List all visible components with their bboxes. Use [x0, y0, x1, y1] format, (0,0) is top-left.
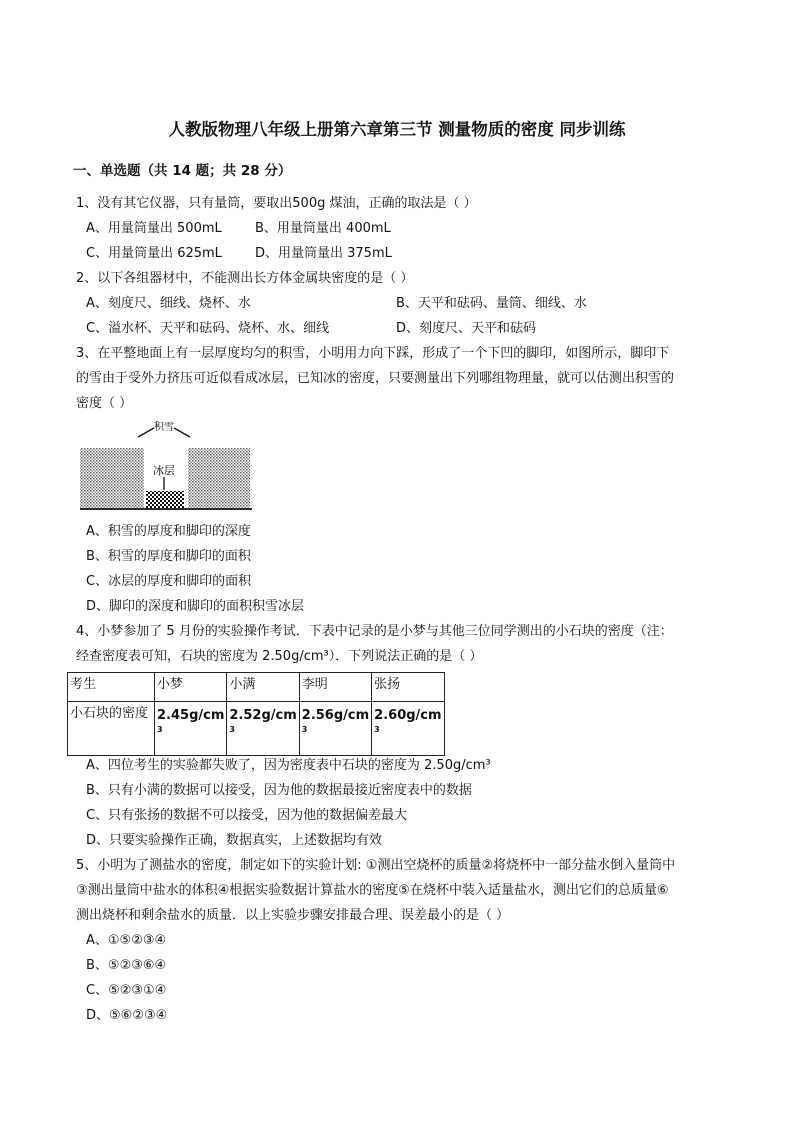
question-5-stem-line-2: ③测出量筒中盐水的体积④根据实验数据计算盐水的密度⑤在烧杯中装入适量盐水，测出它们的总质量⑥ [76, 883, 669, 898]
question-3-option-a: A、积雪的厚度和脚印的深度 [86, 524, 251, 539]
figure-label-snow: 积雪 [154, 422, 174, 433]
snow-block-right [188, 448, 250, 508]
snow-pointer-left [138, 428, 154, 437]
section-heading: 一、单选题（共 14 题；共 28 分） [73, 163, 292, 179]
question-5-option-c: C、⑤②③①④ [86, 983, 167, 998]
table-cell [299, 702, 371, 756]
table-row-label: 小石块的密度 [68, 702, 155, 756]
question-1-option-a: A、用量筒量出 500mL [86, 221, 222, 236]
density-value: 2.60g/cm [374, 708, 442, 723]
density-unit-sup: 3 [229, 725, 235, 734]
table-header-cell: 李明 [299, 673, 371, 702]
density-value: 2.56g/cm [301, 708, 370, 723]
snow-footprint-figure [78, 418, 256, 516]
question-4-option-b: B、只有小满的数据可以接受，因为他的数据最接近密度表中的数据 [86, 783, 472, 798]
table-header-cell: 小梦 [155, 673, 227, 702]
density-unit-sup: 3 [301, 725, 308, 734]
question-3-option-d: D、脚印的深度和脚印的面积积雪冰层 [86, 599, 305, 614]
question-4-option-d: D、只要实验操作正确，数据真实，上述数据均有效 [86, 833, 383, 848]
question-1-option-b: B、用量筒量出 400mL [255, 221, 391, 236]
figure-label-ice: 冰层 [153, 464, 175, 477]
question-3-stem-line-3: 密度（ ） [76, 396, 133, 411]
snow-block-left [80, 448, 144, 508]
density-value: 2.45g/cm [157, 708, 225, 723]
question-5-stem-line-3: 测出烧杯和剩余盐水的质量．以上实验步骤安排最合理、误差最小的是（ ） [76, 908, 510, 923]
table-header-cell: 张扬 [372, 673, 444, 702]
question-3-option-c: C、冰层的厚度和脚印的面积 [86, 574, 252, 589]
question-1-stem: 1、没有其它仪器，只有量筒，要取出500g 煤油，正确的取法是（ ） [76, 196, 477, 211]
ice-layer-block [146, 491, 184, 508]
density-unit-sup: 3 [157, 725, 163, 734]
question-3-stem-line-1: 3、在平整地面上有一层厚度均匀的积雪，小明用力向下踩，形成了一个下凹的脚印，如图所示，脚印下 [76, 346, 670, 361]
table-cell [155, 702, 227, 756]
question-2-option-b: B、天平和砝码、量筒、细线、水 [396, 296, 587, 311]
question-4-stem-line-1: 4、小梦参加了 5 月份的实验操作考试．下表中记录的是小梦与其他三位同学测出的小石块的密度（注： [76, 624, 673, 639]
question-3-stem-line-2: 的雪由于受外力挤压可近似看成冰层，已知冰的密度，只要测量出下列哪组物理量，就可以估测出积雪的 [76, 371, 675, 386]
question-2-stem: 2、以下各组器材中，不能测出长方体金属块密度的是（ ） [76, 271, 414, 286]
table-header-cell: 小满 [227, 673, 299, 702]
table-cell [227, 702, 299, 756]
snow-pointer-right [174, 428, 190, 437]
page-title: 人教版物理八年级上册第六章第三节 测量物质的密度 同步训练 [168, 120, 626, 139]
question-2-option-d: D、刻度尺、天平和砝码 [396, 321, 537, 336]
table-row [68, 702, 445, 756]
question-1-option-d: D、用量筒量出 375mL [255, 246, 392, 261]
question-4-option-c: C、只有张扬的数据不可以接受，因为他的数据偏差最大 [86, 808, 408, 823]
density-table [67, 672, 445, 756]
question-2-option-a: A、刻度尺、细线、烧杯、水 [86, 296, 251, 311]
question-4-stem-line-2: 经查密度表可知，石块的密度为 2.50g/cm³）．下列说法正确的是（ ） [76, 649, 483, 664]
density-unit-sup: 3 [374, 725, 380, 734]
question-5-option-d: D、⑤⑥②③④ [86, 1008, 168, 1023]
density-value: 2.52g/cm [229, 708, 297, 723]
question-3-option-b: B、积雪的厚度和脚印的面积 [86, 549, 251, 564]
question-5-option-b: B、⑤②③⑥④ [86, 958, 167, 973]
question-1-option-c: C、用量筒量出 625mL [86, 246, 222, 261]
table-header-cell: 考生 [68, 673, 155, 702]
question-2-option-c: C、溢水杯、天平和砝码、烧杯、水、细线 [86, 321, 330, 336]
question-5-stem-line-1: 5、小明为了测盐水的密度，制定如下的实验计划: ①测出空烧杯的质量②将烧杯中一部分盐水倒入量筒中 [76, 858, 676, 873]
question-5-option-a: A、①⑤②③④ [86, 933, 167, 948]
table-cell [372, 702, 444, 756]
table-header-row [68, 673, 445, 702]
question-4-option-a: A、四位考生的实验都失败了，因为密度表中石块的密度为 2.50g/cm³ [86, 758, 491, 773]
